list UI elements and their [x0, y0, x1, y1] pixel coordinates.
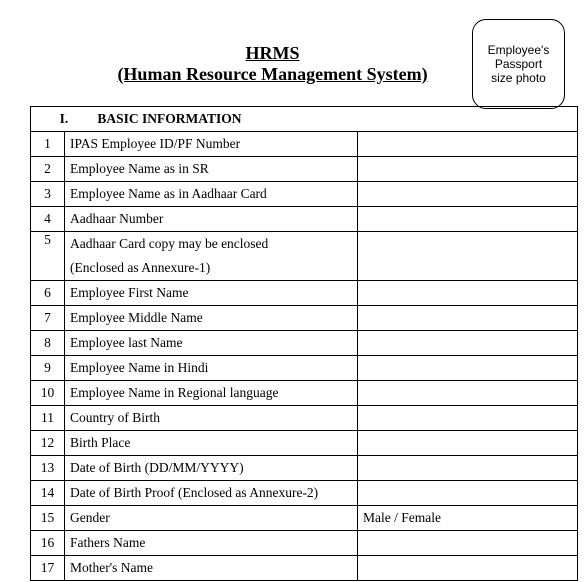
field-value[interactable]: [358, 456, 578, 481]
section-header: [31, 107, 578, 132]
row-number: 13: [31, 456, 65, 481]
section-header-row: [31, 107, 578, 132]
form-row: [31, 506, 578, 531]
field-label-note: (Enclosed as Annexure-1): [70, 260, 211, 275]
field-value[interactable]: [358, 281, 578, 306]
row-number: 6: [31, 281, 65, 306]
field-label: Gender: [65, 506, 358, 531]
row-number: 11: [31, 406, 65, 431]
row-number: 17: [31, 556, 65, 581]
field-label: Date of Birth (DD/MM/YYYY): [65, 456, 358, 481]
document-title: HRMS: [245, 43, 300, 63]
form-row: [31, 406, 578, 431]
form-row: [31, 132, 578, 157]
form-row: [31, 207, 578, 232]
field-label: Employee Name as in SR: [65, 157, 358, 182]
row-number: 8: [31, 331, 65, 356]
form-row: [31, 306, 578, 331]
field-label: Fathers Name: [65, 531, 358, 556]
passport-photo-box[interactable]: Employee's Passport size photo: [472, 19, 565, 109]
field-value[interactable]: [358, 481, 578, 506]
row-number: 5: [31, 232, 65, 281]
field-value[interactable]: [358, 207, 578, 232]
row-number: 10: [31, 381, 65, 406]
form-row: [31, 456, 578, 481]
form-row: [31, 431, 578, 456]
row-number: 15: [31, 506, 65, 531]
field-value[interactable]: Male / Female: [358, 506, 578, 531]
field-label: Employee last Name: [65, 331, 358, 356]
field-label: Employee Middle Name: [65, 306, 358, 331]
field-label: [65, 232, 358, 281]
basic-information-table: [30, 106, 578, 581]
field-label: Date of Birth Proof (Enclosed as Annexure-2): [65, 481, 358, 506]
form-row: [31, 531, 578, 556]
row-number: 1: [31, 132, 65, 157]
field-value[interactable]: [358, 182, 578, 207]
field-label: Employee Name in Hindi: [65, 356, 358, 381]
form-row: [31, 356, 578, 381]
row-number: 4: [31, 207, 65, 232]
section-title: BASIC INFORMATION: [97, 111, 242, 126]
field-label: Employee First Name: [65, 281, 358, 306]
field-label: IPAS Employee ID/PF Number: [65, 132, 358, 157]
field-label-line: Aadhaar Card copy may be enclosed: [70, 236, 269, 251]
field-value[interactable]: [358, 381, 578, 406]
field-value[interactable]: [358, 232, 578, 281]
form-row: [31, 331, 578, 356]
field-label: Mother's Name: [65, 556, 358, 581]
form-row: [31, 157, 578, 182]
document-subtitle: (Human Resource Management System): [117, 64, 428, 84]
form-row: [31, 481, 578, 506]
field-value[interactable]: [358, 157, 578, 182]
field-label: Country of Birth: [65, 406, 358, 431]
row-number: 16: [31, 531, 65, 556]
field-label: Employee Name as in Aadhaar Card: [65, 182, 358, 207]
form-row: [31, 182, 578, 207]
form-row: [31, 381, 578, 406]
form-row: [31, 281, 578, 306]
field-value[interactable]: [358, 556, 578, 581]
row-number: 14: [31, 481, 65, 506]
field-value[interactable]: [358, 531, 578, 556]
field-value[interactable]: [358, 356, 578, 381]
form-row: [31, 556, 578, 581]
field-value[interactable]: [358, 306, 578, 331]
row-number: 3: [31, 182, 65, 207]
field-label: Aadhaar Number: [65, 207, 358, 232]
field-value[interactable]: [358, 331, 578, 356]
row-number: 9: [31, 356, 65, 381]
row-number: 2: [31, 157, 65, 182]
field-value[interactable]: [358, 431, 578, 456]
row-number: 7: [31, 306, 65, 331]
form-row: [31, 232, 578, 281]
row-number: 12: [31, 431, 65, 456]
field-label: Employee Name in Regional language: [65, 381, 358, 406]
field-value[interactable]: [358, 132, 578, 157]
section-number: I.: [59, 111, 69, 126]
field-label: Birth Place: [65, 431, 358, 456]
field-value[interactable]: [358, 406, 578, 431]
